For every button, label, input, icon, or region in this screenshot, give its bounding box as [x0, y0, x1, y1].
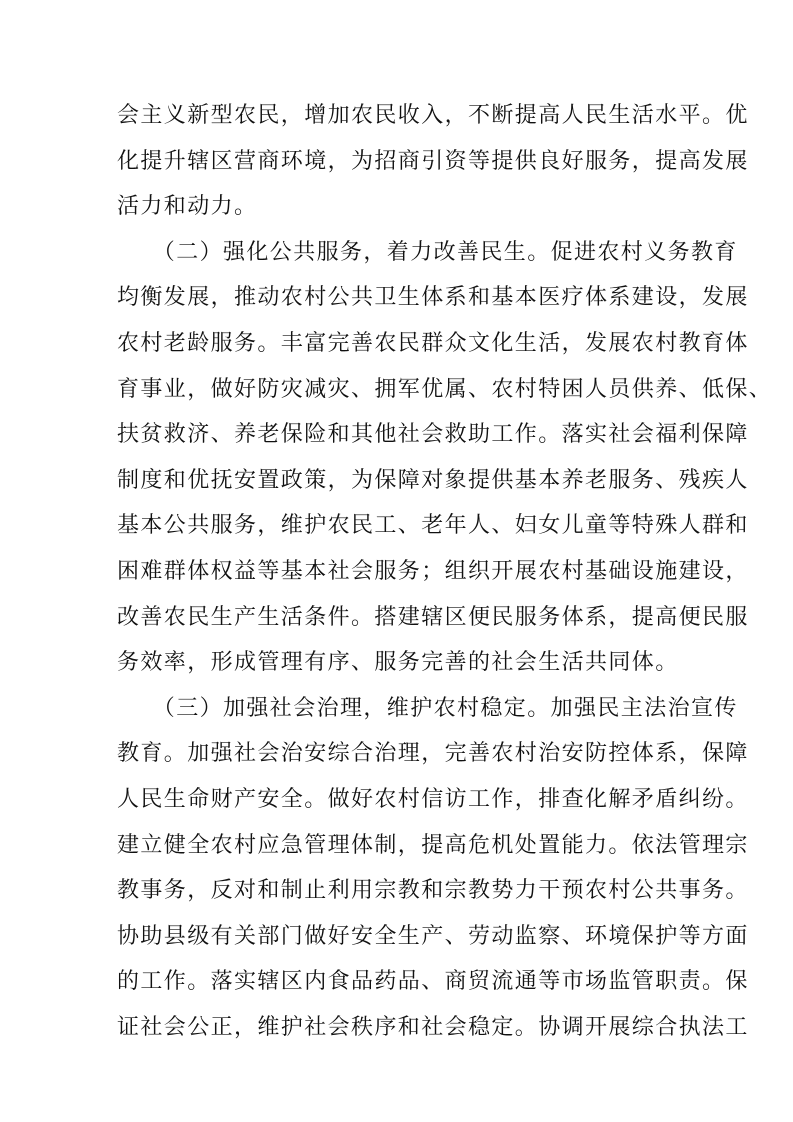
text-line: 会主义新型农民，增加农民收入，不断提高人民生活水平。优	[117, 103, 749, 128]
text-line: （三）加强社会治理，维护农村稳定。加强民主法治宣传	[117, 695, 738, 721]
text-line: 基本公共服务，维护农民工、老年人、妇女儿童等特殊人群和	[117, 513, 749, 539]
text-line: 化提升辖区营商环境，为招商引资等提供良好服务，提高发展	[117, 148, 749, 174]
text-line: 务效率，形成管理有序、服务完善的社会生活共同体。	[117, 650, 679, 676]
text-line: 教育。加强社会治安综合治理，完善农村治安防控体系，保障	[117, 741, 749, 767]
text-line: 困难群体权益等基本社会服务；组织开展农村基础设施建设，	[117, 558, 749, 584]
text-line: 均衡发展，推动农村公共卫生体系和基本医疗体系建设，发展	[117, 285, 749, 311]
text-line: 证社会公正，维护社会秩序和社会稳定。协调开展综合执法工	[117, 1014, 749, 1040]
text-line: 育事业，做好防灾减灾、拥军优属、农村特困人员供养、低保、	[117, 376, 773, 402]
text-line: 人民生命财产安全。做好农村信访工作，排查化解矛盾纠纷。	[117, 786, 749, 812]
text-line: 活力和动力。	[117, 194, 258, 220]
text-line: 的工作。落实辖区内食品药品、商贸流通等市场监管职责。保	[117, 969, 749, 995]
text-line: 教事务，反对和制止利用宗教和宗教势力干预农村公共事务。	[117, 878, 749, 904]
text-line: 改善农民生产生活条件。搭建辖区便民服务体系，提高便民服	[117, 604, 749, 630]
text-line: 建立健全农村应急管理体制，提高危机处置能力。依法管理宗	[117, 832, 749, 858]
text-line: 协助县级有关部门做好安全生产、劳动监察、环境保护等方面	[117, 923, 749, 949]
body-text	[117, 93, 773, 1050]
text-line: 农村老龄服务。丰富完善农民群众文化生活，发展农村教育体	[117, 330, 749, 356]
text-line: （二）强化公共服务，着力改善民生。促进农村义务教育	[117, 239, 738, 265]
text-line: 扶贫救济、养老保险和其他社会救助工作。落实社会福利保障	[117, 422, 749, 448]
text-line: 制度和优抚安置政策，为保障对象提供基本养老服务、残疾人	[117, 467, 749, 493]
